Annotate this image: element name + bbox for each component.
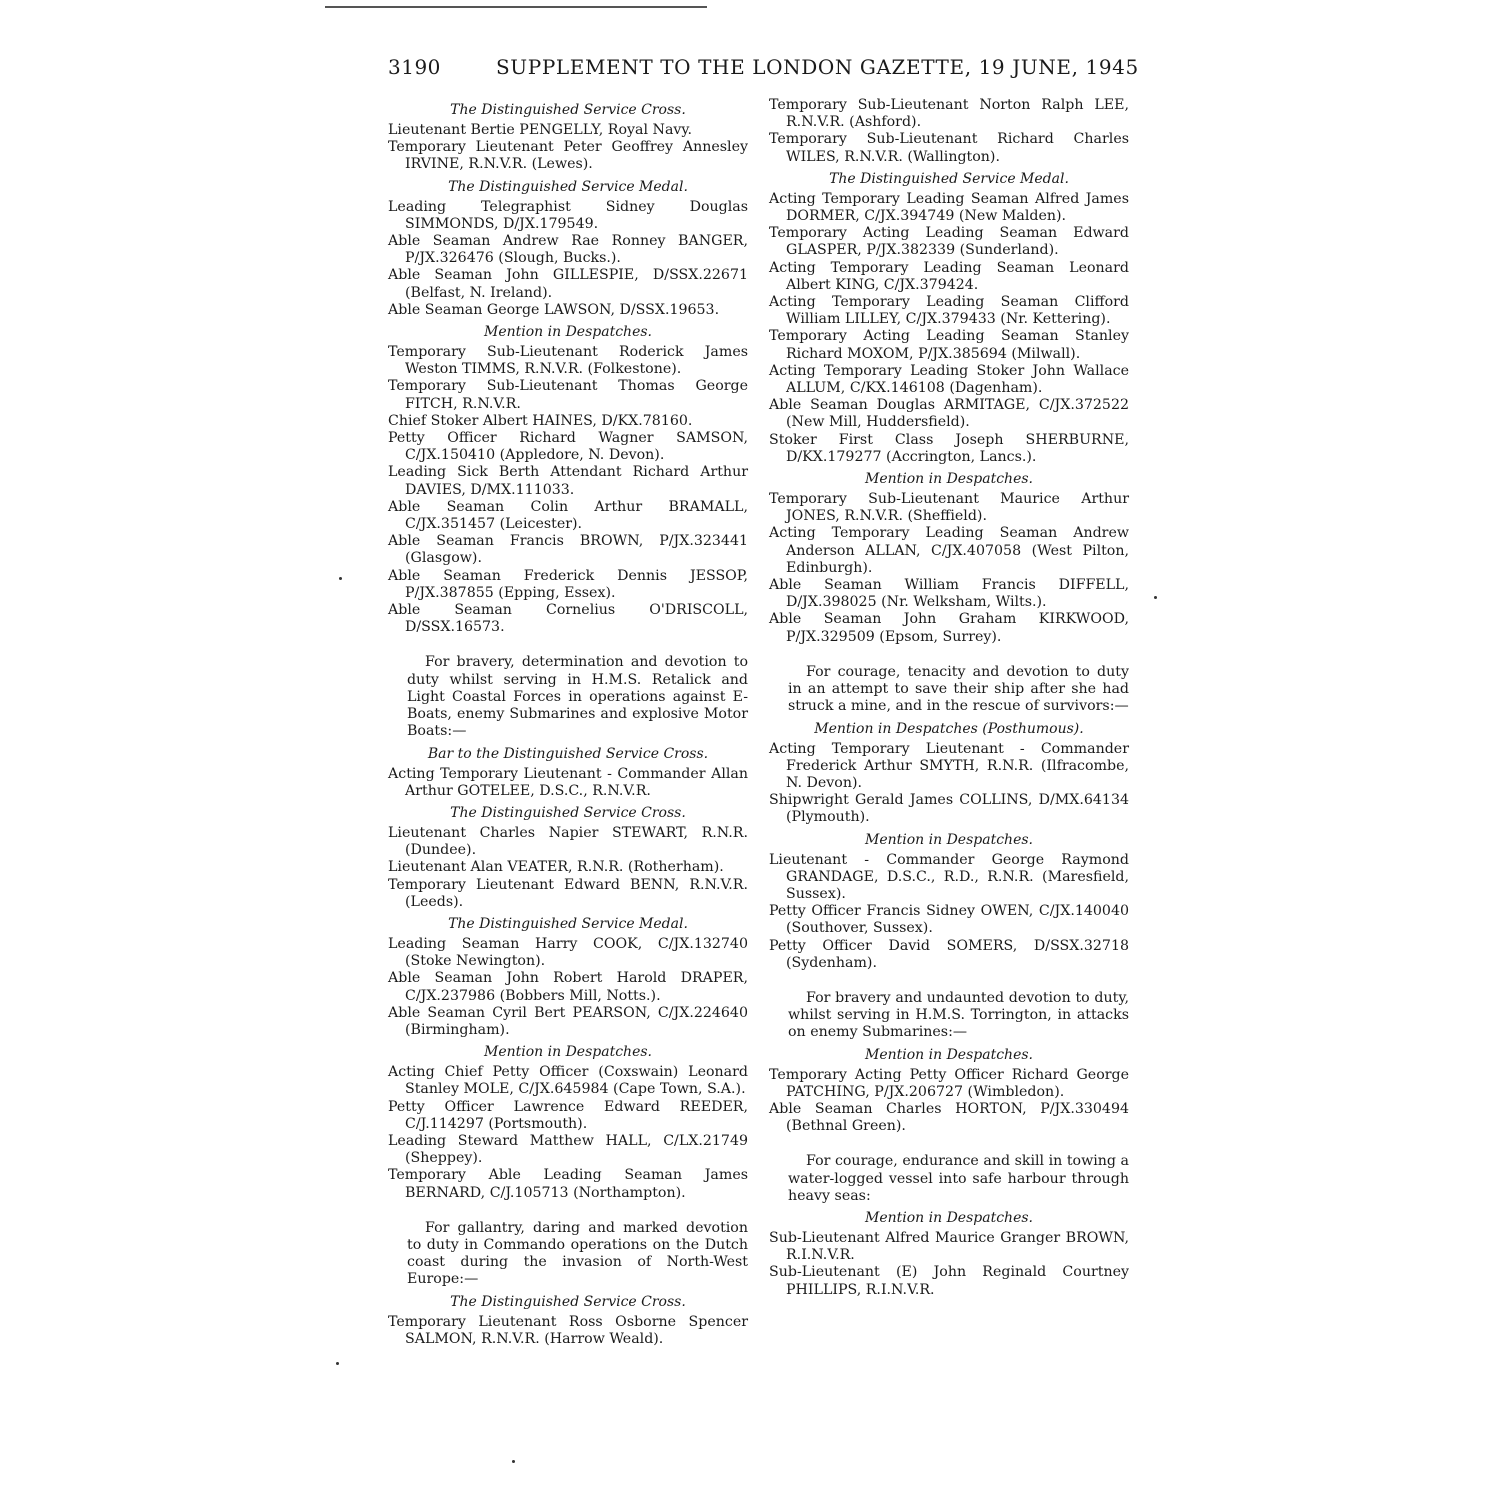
award-entry: Able Seaman Douglas ARMITAGE, C/JX.372522 (New Mill, Huddersfield). [769, 397, 1129, 431]
section-heading: Mention in Despatches. [484, 1044, 652, 1061]
award-entry: Temporary Sub-Lieutenant Roderick James Weston TIMMS, R.N.V.R. (Folkestone). [388, 344, 748, 378]
award-entry: Temporary Acting Leading Seaman Stanley Richard MOXOM, P/JX.385694 (Milwall). [769, 328, 1129, 362]
award-entry: Able Seaman Francis BROWN, P/JX.323441 (Glasgow). [388, 533, 748, 567]
award-entry: Temporary Sub-Lieutenant Norton Ralph LEE, R.N.V.R. (Ashford). [769, 97, 1129, 131]
citation-paragraph: For bravery and undaunted devotion to duty, whilst serving in H.M.S. Torrington, in attacks on enemy Submarines:— [788, 989, 1129, 1041]
award-entry: Petty Officer Lawrence Edward REEDER, C/J.114297 (Portsmouth). [388, 1098, 748, 1132]
print-speck [336, 1362, 339, 1365]
award-entry: Lieutenant - Commander George Raymond GRANDAGE, D.S.C., R.D., R.N.R. (Maresfield, Sussex). [769, 851, 1129, 902]
section-heading: The Distinguished Service Cross. [450, 102, 686, 118]
award-entry: Stoker First Class Joseph SHERBURNE, D/KX.179277 (Accrington, Lancs.). [769, 431, 1129, 465]
section-heading: Mention in Despatches. [865, 1046, 1033, 1063]
print-speck [1154, 596, 1157, 599]
award-entry: Able Seaman Cornelius O'DRISCOLL, D/SSX.16573. [388, 602, 748, 636]
award-entry: Lieutenant Charles Napier STEWART, R.N.R. (Dundee). [388, 824, 748, 859]
top-rule [325, 6, 707, 8]
section-heading: Mention in Despatches. [865, 1209, 1033, 1226]
section-heading: The Distinguished Service Medal. [829, 170, 1069, 187]
award-entry: Leading Seaman Harry COOK, C/JX.132740 (Stoke Newington). [388, 935, 748, 970]
right-column [769, 97, 1129, 1299]
award-entry: Temporary Sub-Lieutenant Richard Charles WILES, R.N.V.R. (Wallington). [769, 131, 1129, 165]
print-speck [339, 577, 342, 580]
award-entry: Acting Temporary Lieutenant - Commander Allan Arthur GOTELEE, D.S.C., R.N.V.R. [388, 765, 748, 799]
award-entry: Petty Officer Richard Wagner SAMSON, C/JX.150410 (Appledore, N. Devon). [388, 430, 748, 464]
award-entry: Acting Temporary Lieutenant - Commander Frederick Arthur SMYTH, R.N.R. (Ilfracombe, N. Devon). [769, 740, 1129, 791]
award-entry: Petty Officer Francis Sidney OWEN, C/JX.140040 (Southover, Sussex). [769, 903, 1129, 937]
award-entry: Temporary Lieutenant Edward BENN, R.N.V.R. (Leeds). [388, 876, 748, 910]
award-entry: Temporary Acting Leading Seaman Edward GLASPER, P/JX.382339 (Sunderland). [769, 225, 1129, 259]
section-heading: The Distinguished Service Medal. [448, 178, 688, 195]
award-entry: Able Seaman Andrew Rae Ronney BANGER, P/JX.326476 (Slough, Bucks.). [388, 233, 748, 267]
page-title: SUPPLEMENT TO THE LONDON GAZETTE, 19 JUNE, 1945 [496, 55, 1139, 79]
award-entry: Temporary Lieutenant Ross Osborne Spencer SALMON, R.N.V.R. (Harrow Weald). [388, 1313, 748, 1347]
section-heading: Bar to the Distinguished Service Cross. [427, 745, 709, 762]
award-entry: Leading Telegraphist Sidney Douglas SIMMONDS, D/JX.179549. [388, 198, 748, 232]
section-heading: Mention in Despatches. [865, 831, 1033, 848]
citation-paragraph: For courage, endurance and skill in towing a water-logged vessel into safe harbour through heavy seas: [788, 1153, 1129, 1204]
section-heading: Mention in Despatches. [865, 471, 1033, 488]
award-entry: Able Seaman John GILLESPIE, D/SSX.22671 (Belfast, N. Ireland). [388, 267, 748, 301]
award-entry: Acting Temporary Leading Seaman Clifford William LILLEY, C/JX.379433 (Nr. Kettering). [769, 294, 1129, 328]
award-entry: Acting Temporary Leading Stoker John Wallace ALLUM, C/KX.146108 (Dagenham). [769, 362, 1129, 397]
award-entry: Leading Sick Berth Attendant Richard Arthur DAVIES, D/MX.111033. [388, 464, 748, 498]
award-entry: Temporary Sub-Lieutenant Thomas George FITCH, R.N.V.R. [388, 378, 748, 412]
award-entry: Acting Temporary Leading Seaman Leonard Albert KING, C/JX.379424. [769, 259, 1129, 293]
citation-paragraph: For gallantry, daring and marked devotion to duty in Commando operations on the Dutch coast during the invasion of North-West Europe:— [407, 1219, 748, 1288]
award-entry: Able Seaman Charles HORTON, P/JX.330494 (Bethnal Green). [769, 1100, 1129, 1135]
page-number: 3190 [388, 55, 441, 79]
award-entry: Acting Temporary Leading Seaman Alfred James DORMER, C/JX.394749 (New Malden). [769, 190, 1129, 225]
award-entry: Leading Steward Matthew HALL, C/LX.21749 (Sheppey). [388, 1132, 748, 1167]
award-entry: Sub-Lieutenant (E) John Reginald Courtney PHILLIPS, R.I.N.V.R. [769, 1264, 1129, 1298]
left-column [388, 97, 748, 1348]
award-entry: Shipwright Gerald James COLLINS, D/MX.64134 (Plymouth). [769, 792, 1129, 826]
award-entry: Lieutenant Alan VEATER, R.N.R. (Rotherham). [388, 859, 724, 876]
award-entry: Acting Chief Petty Officer (Coxswain) Leonard Stanley MOLE, C/JX.645984 (Cape Town, S.A.). [388, 1064, 748, 1098]
page-header [388, 55, 1139, 85]
award-entry: Acting Temporary Leading Seaman Andrew Anderson ALLAN, C/JX.407058 (West Pilton, Edinburgh). [769, 525, 1129, 576]
section-heading: The Distinguished Service Cross. [450, 804, 686, 821]
award-entry: Able Seaman George LAWSON, D/SSX.19653. [388, 301, 720, 318]
section-heading: The Distinguished Service Cross. [450, 1293, 686, 1310]
citation-paragraph: For courage, tenacity and devotion to duty in an attempt to save their ship after she had struck a mine, and in the rescue of survivors:— [788, 663, 1129, 715]
award-entry: Able Seaman John Robert Harold DRAPER, C/JX.237986 (Bobbers Mill, Notts.). [388, 970, 748, 1004]
award-entry: Able Seaman William Francis DIFFELL, D/JX.398025 (Nr. Welksham, Wilts.). [769, 577, 1129, 611]
citation-paragraph: For bravery, determination and devotion to duty whilst serving in H.M.S. Retalick and Light Coastal Forces in operations against E-Boats, enemy Submarines and explosive Motor Boats:— [407, 654, 748, 740]
section-heading: Mention in Despatches (Posthumous). [814, 720, 1084, 737]
award-entry: Able Seaman John Graham KIRKWOOD, P/JX.329509 (Epsom, Surrey). [769, 611, 1129, 645]
award-entry: Sub-Lieutenant Alfred Maurice Granger BROWN, R.I.N.V.R. [769, 1229, 1129, 1264]
section-heading: The Distinguished Service Medal. [448, 915, 688, 932]
print-speck [512, 1460, 515, 1463]
award-entry: Petty Officer David SOMERS, D/SSX.32718 (Sydenham). [769, 937, 1129, 971]
award-entry: Temporary Acting Petty Officer Richard George PATCHING, P/JX.206727 (Wimbledon). [769, 1066, 1129, 1100]
section-heading: Mention in Despatches. [484, 324, 652, 341]
award-entry: Chief Stoker Albert HAINES, D/KX.78160. [388, 412, 693, 429]
award-entry: Temporary Lieutenant Peter Geoffrey Annesley IRVINE, R.N.V.R. (Lewes). [388, 139, 748, 173]
award-entry: Able Seaman Colin Arthur BRAMALL, C/JX.351457 (Leicester). [388, 498, 748, 533]
award-entry: Lieutenant Bertie PENGELLY, Royal Navy. [388, 122, 693, 138]
award-entry: Temporary Able Leading Seaman James BERNARD, C/J.105713 (Northampton). [388, 1167, 748, 1201]
award-entry: Able Seaman Frederick Dennis JESSOP, P/JX.387855 (Epping, Essex). [388, 567, 748, 601]
award-entry: Temporary Sub-Lieutenant Maurice Arthur JONES, R.N.V.R. (Sheffield). [769, 491, 1129, 525]
award-entry: Able Seaman Cyril Bert PEARSON, C/JX.224640 (Birmingham). [388, 1004, 748, 1038]
